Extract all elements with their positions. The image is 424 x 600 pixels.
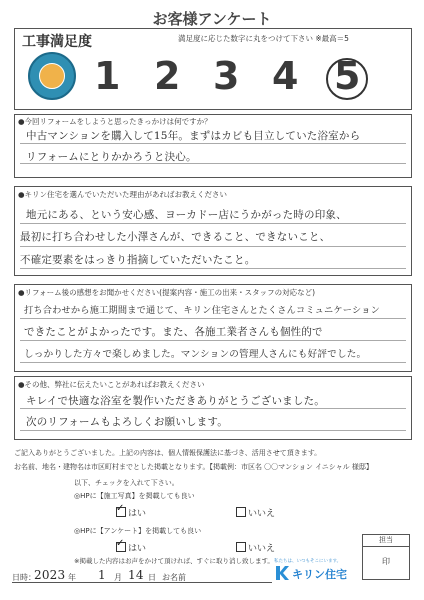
- rating-4: 4: [272, 54, 299, 98]
- company-logo: [274, 558, 362, 584]
- answer-4-line-2: 次のリフォームもよろしくお願いします。: [26, 416, 228, 428]
- stamp-header: 担当: [362, 534, 410, 547]
- photo-no-checkbox[interactable]: [236, 507, 246, 517]
- date-year: 2023: [34, 568, 66, 582]
- page-title: お客様アンケート: [152, 10, 272, 28]
- question-2-title: ●キリン住宅を選んでいただいた理由があればお教えください: [18, 190, 228, 199]
- kirin-k-icon: [274, 565, 290, 581]
- date-day: 14: [128, 568, 144, 582]
- answer-3-line-2: できたことがよかったです。また、各施工業者さんも個性的で: [24, 326, 323, 338]
- question-1-title: ●今回リフォームをしようと思ったきっかけは何ですか？: [18, 117, 212, 126]
- question-3-title: ●リフォーム後の感想をお聞かせください(提案内容・施工の出来・スタッフの対応など): [18, 288, 316, 297]
- date-year-unit: 年: [68, 573, 76, 582]
- answer-2-line-3: 不確定要素をはっきり指摘していただいたこと。: [20, 254, 256, 266]
- company-seal-icon: [28, 52, 76, 100]
- consent-photo-question: ◎HPに【施工写真】を掲載しても良い: [74, 492, 195, 500]
- date-label: 日時：: [12, 573, 36, 582]
- rating-2: 2: [154, 54, 181, 98]
- stamp-label: 印: [382, 557, 390, 566]
- consent-instruction: 以下、チェックを入れて下さい。: [74, 479, 179, 487]
- answer-1-line-2: リフォームにとりかかろうと決心。: [26, 151, 197, 163]
- survey-yes-option[interactable]: ✓はい: [116, 541, 146, 554]
- satisfaction-label: 工事満足度: [22, 34, 92, 50]
- logo-tagline: 私たちは、いつもそこにいます。: [274, 559, 342, 564]
- logo-text: キリン住宅: [292, 568, 347, 581]
- date-month: 1: [98, 568, 106, 582]
- photo-yes-option[interactable]: ✓はい: [116, 506, 146, 519]
- name-label: お名前: [162, 573, 186, 582]
- consent-footnote: ※掲載した内容はお声をかけて頂ければ、すぐに取り消し致します。: [74, 557, 274, 565]
- satisfaction-note: 満足度に応じた数字に丸をつけて下さい ※最高＝5: [178, 34, 349, 43]
- answer-1-line-1: 中古マンションを購入して15年。まずはカビも目立していた浴室から: [26, 130, 361, 142]
- survey-no-option[interactable]: いいえ: [236, 541, 275, 554]
- consent-survey-question: ◎HPに【アンケート】を掲載しても良い: [74, 527, 202, 535]
- date-month-unit: 月: [114, 573, 122, 582]
- survey-yes-checkbox[interactable]: [116, 542, 126, 552]
- answer-2-line-1: 地元にある、という安心感、ヨーカドー店にうかがった時の印象、: [26, 209, 347, 221]
- answer-2-line-2: 最初に打ち合わせした小澤さんが、できること、できないこと、: [20, 231, 331, 243]
- date-day-unit: 日: [148, 573, 156, 582]
- consent-line-2: お名前、地名・建物名は市区町村までとした掲載となります。【掲載例：市区名 〇〇マンション イニシャル 様邸】: [14, 463, 373, 471]
- photo-no-option[interactable]: いいえ: [236, 506, 275, 519]
- answer-4-line-1: キレイで快適な浴室を製作いただきありがとうございました。: [26, 395, 325, 407]
- answer-3-line-1: 打ち合わせから施工期間まで通じて、キリン住宅さんとたくさんコミュニケーション: [24, 305, 380, 316]
- rating-3: 3: [213, 54, 240, 98]
- consent-line-1: ご記入ありがとうございました。上記の内容は、個人情報保護法に基づき、活用させて頂きます。: [14, 449, 322, 457]
- question-4-title: ●その他、弊社に伝えたいことがあればお教えください: [18, 380, 205, 389]
- survey-no-checkbox[interactable]: [236, 542, 246, 552]
- photo-yes-checkbox[interactable]: [116, 507, 126, 517]
- rating-5: 5: [334, 54, 361, 98]
- rating-1: 1: [94, 54, 121, 98]
- answer-3-line-3: しっかりした方々で楽しめました。マンションの管理人さんにも好評でした。: [24, 349, 367, 360]
